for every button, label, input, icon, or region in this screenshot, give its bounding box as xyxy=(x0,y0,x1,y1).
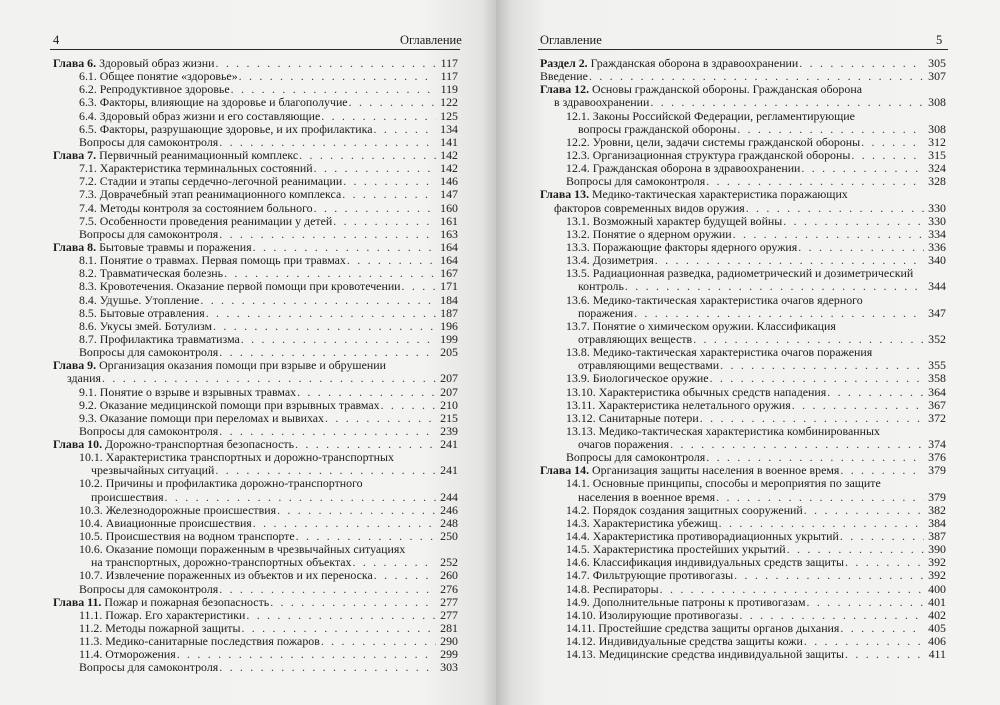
dot-leader xyxy=(348,96,436,109)
page-number: 5 xyxy=(936,33,943,47)
toc-page-number: 241 xyxy=(440,463,458,478)
toc-entry-text: 13.4. Дозиметрия xyxy=(566,253,654,268)
toc-page-number: 387 xyxy=(928,529,946,544)
dot-leader xyxy=(860,136,924,149)
toc-entry-text: 12.3. Организационная структура гражданской обороны xyxy=(566,147,851,162)
toc-entry-text: Вопросы для самоконтроля xyxy=(566,450,706,465)
toc-entry-text: очагов поражения xyxy=(578,437,670,452)
toc-entry-text: в здравоохранении xyxy=(554,95,650,110)
dot-leader xyxy=(805,596,924,609)
right-page xyxy=(496,0,1000,705)
toc-page-number: 392 xyxy=(928,555,946,570)
toc-entry-text: Вопросы для самоконтроля xyxy=(79,345,219,360)
header-rule xyxy=(538,49,948,50)
toc-entry-label: Глава 11. xyxy=(53,594,102,609)
toc-page-number: 147 xyxy=(440,187,458,202)
toc-entry-text: Организация защиты населения в военное время xyxy=(592,463,840,478)
dot-leader xyxy=(332,215,436,228)
dot-leader xyxy=(245,609,436,622)
toc-entry-text: 14.9. Дополнительные патроны к противогазам xyxy=(566,594,806,609)
toc-entry-text: 7.4. Методы контроля за состоянием больного xyxy=(79,200,313,215)
toc-entry-text: 12.2. Уровни, цели, задачи системы гражданской обороны xyxy=(566,134,861,149)
toc-entry-text: 8.6. Укусы змей. Ботулизм xyxy=(79,318,213,333)
dot-leader xyxy=(276,504,436,517)
dot-leader xyxy=(212,320,436,333)
toc-entry-text: Организация оказания помощи при взрыве и обрушении xyxy=(99,358,386,373)
toc-entry-text: Здоровый образ жизни xyxy=(99,55,215,70)
toc-entry-text: факторов современных видов оружия xyxy=(554,200,745,215)
toc-entry-text: 6.5. Факторы, разрушающие здоровье, и их профилактика xyxy=(79,121,373,136)
toc-page-number: 241 xyxy=(440,437,458,452)
toc-entry-label: Глава 7. xyxy=(53,147,97,162)
toc-entry-text: 14.4. Характеристика противорадиационных укрытий xyxy=(566,529,839,544)
dot-leader xyxy=(733,569,924,582)
toc-entry-text: 14.6. Классификация индивидуальных средств защиты xyxy=(566,555,845,570)
toc-entry-text: 10.4. Авиационные происшествия xyxy=(79,515,252,530)
dot-leader xyxy=(797,241,924,254)
toc-entry-text: Гражданская оборона в здравоохранении xyxy=(590,55,799,70)
toc-entry-text: Медико-тактическая характеристика поражающих xyxy=(592,187,848,202)
dot-leader xyxy=(826,386,924,399)
toc-page-number: 125 xyxy=(440,108,458,123)
toc-page-number: 376 xyxy=(928,450,946,465)
toc-page-number: 355 xyxy=(928,358,946,373)
toc-page-number: 207 xyxy=(440,384,458,399)
dot-leader xyxy=(240,333,436,346)
toc-entry-text: 13.12. Санитарные потери xyxy=(566,410,699,425)
toc-entry-title xyxy=(566,648,844,661)
toc-entry-text: здания xyxy=(67,371,102,386)
dot-leader xyxy=(791,399,924,412)
toc-page-number: 244 xyxy=(440,489,458,504)
toc-entry xyxy=(540,648,946,661)
left-page xyxy=(0,0,496,705)
toc-entry-text: 13.3. Поражающие факторы ядерного оружия xyxy=(566,239,798,254)
toc-page-number: 364 xyxy=(928,384,946,399)
toc-entry-text: 13.10. Характеристика обычных средств нападения xyxy=(566,384,827,399)
running-head: Оглавление xyxy=(540,33,602,47)
toc-page-number: 260 xyxy=(440,568,458,583)
toc-page-number: 379 xyxy=(928,463,946,478)
toc-page-number: 308 xyxy=(928,121,946,136)
dot-leader xyxy=(798,57,924,70)
toc-entry-text: 13.7. Понятие о химическом оружии. Классификация xyxy=(566,318,836,333)
toc-page-number: 119 xyxy=(440,82,458,97)
toc-page-number: 196 xyxy=(440,318,458,333)
toc-page-number: 117 xyxy=(440,69,458,84)
toc-page-number: 187 xyxy=(440,305,458,320)
toc-page-number: 324 xyxy=(928,161,946,176)
toc-entry-text: 13.1. Возможный характер будущей войны xyxy=(566,213,783,228)
toc-page-number: 374 xyxy=(928,437,946,452)
toc-entry-text: 13.8. Медико-тактическая характеристика очагов поражения xyxy=(566,345,873,360)
toc-page-number: 290 xyxy=(440,634,458,649)
dot-leader xyxy=(844,556,924,569)
toc-entry-text: 14.2. Порядок создания защитных сооружений xyxy=(566,502,803,517)
toc-entry-label: Глава 8. xyxy=(53,239,97,254)
toc-page-number: 392 xyxy=(928,568,946,583)
toc-page-number: 400 xyxy=(928,581,946,596)
dot-leader xyxy=(380,399,436,412)
toc-page-number: 276 xyxy=(440,581,458,596)
toc-entry-text: 14.12. Индивидуальные средства защиты кожи xyxy=(566,634,803,649)
toc-page-number: 142 xyxy=(440,161,458,176)
toc-entry-text: 14.13. Медицинские средства индивидуальной защиты xyxy=(566,647,845,662)
dot-leader xyxy=(298,149,436,162)
dot-leader xyxy=(839,530,924,543)
toc-page-number: 358 xyxy=(928,371,946,386)
toc-entry-text: 8.5. Бытовые отравления xyxy=(79,305,205,320)
dot-leader xyxy=(342,175,436,188)
dot-leader xyxy=(800,162,924,175)
toc-entry-text: Введение xyxy=(540,69,588,84)
toc-page-number: 164 xyxy=(440,253,458,268)
toc-entry-text: 14.1. Основные принципы, способы и мероприятия по защите xyxy=(566,476,881,491)
toc-page-number: 405 xyxy=(928,621,946,636)
dot-leader xyxy=(214,57,436,70)
toc-entry-label: Глава 12. xyxy=(540,82,590,97)
dot-leader xyxy=(346,254,436,267)
toc-page-number: 330 xyxy=(928,200,946,215)
toc-page-number: 352 xyxy=(928,331,946,346)
toc-entry-text: Первичный реанимационный комплекс xyxy=(99,147,299,162)
toc-entry-label: Глава 10. xyxy=(53,437,103,452)
dot-leader xyxy=(669,438,924,451)
toc-page-number: 372 xyxy=(928,410,946,425)
toc-page-number: 281 xyxy=(440,621,458,636)
toc-entry xyxy=(53,661,458,674)
toc-page-number: 336 xyxy=(928,239,946,254)
toc-page-number: 252 xyxy=(440,555,458,570)
toc-entry-text: 12.1. Законы Российской Федерации, регламентирующие xyxy=(566,108,855,123)
toc-page-number: 142 xyxy=(440,147,458,162)
toc-page-number: 210 xyxy=(440,397,458,412)
toc-entry-text: 7.1. Характеристика терминальных состояний xyxy=(79,161,313,176)
toc-entry-text: 11.3. Медико-санитарные последствия пожаров xyxy=(79,634,320,649)
toc-page-number: 406 xyxy=(928,634,946,649)
toc-page-number: 184 xyxy=(440,292,458,307)
dot-leader xyxy=(844,648,924,661)
dot-leader xyxy=(205,307,436,320)
dot-leader xyxy=(269,596,436,609)
toc-entry-text: отравляющими веществами xyxy=(578,358,720,373)
toc-entry-text: 10.7. Извлечение пораженных из объектов и их переноска xyxy=(79,568,373,583)
toc-page-number: 347 xyxy=(928,305,946,320)
toc-entry-text: Основы гражданской обороны. Гражданская оборона xyxy=(592,82,862,97)
toc-entry-text: отравляющих веществ xyxy=(578,331,693,346)
toc-entry-text: 9.3. Оказание помощи при переломах и вывихах xyxy=(79,410,324,425)
toc-page-number: 205 xyxy=(440,345,458,360)
dot-leader xyxy=(782,215,924,228)
toc-page-number: 250 xyxy=(440,529,458,544)
toc-entry-text: происшествия xyxy=(91,489,164,504)
dot-leader xyxy=(850,149,924,162)
toc-list xyxy=(53,57,458,675)
toc-entry-text: 9.2. Оказание медицинской помощи при взрывных травмах xyxy=(79,397,380,412)
toc-entry-text: 8.3. Кровотечения. Оказание первой помощи при кровотечении xyxy=(79,279,401,294)
dot-leader xyxy=(238,70,436,83)
toc-entry-text: 10.2. Причины и профилактика дорожно-транспортного xyxy=(79,476,363,491)
toc-page-number: 344 xyxy=(928,279,946,294)
toc-page-number: 305 xyxy=(928,55,946,70)
toc-page-number: 134 xyxy=(440,121,458,136)
toc-entry-text: Вопросы для самоконтроля xyxy=(79,581,219,596)
toc-entry-text: поражения xyxy=(578,305,634,320)
toc-page-number: 117 xyxy=(440,55,458,70)
toc-entry-text: Дорожно-транспортная безопасность xyxy=(105,437,295,452)
toc-page-number: 171 xyxy=(440,279,458,294)
toc-entry-label: Глава 9. xyxy=(53,358,97,373)
toc-page-number: 248 xyxy=(440,515,458,530)
toc-entry-text: 13.9. Биологическое оружие xyxy=(566,371,709,386)
toc-entry-title xyxy=(79,661,218,674)
toc-entry-text: Вопросы для самоконтроля xyxy=(79,226,219,241)
toc-entry-text: 8.2. Травматическая болезнь xyxy=(79,266,224,281)
toc-page-number: 340 xyxy=(928,253,946,268)
toc-entry-label: Раздел 2. xyxy=(540,55,588,70)
toc-entry-text: 6.1. Общее понятие «здоровье» xyxy=(79,69,238,84)
toc-entry-text: 14.3. Характеристика убежищ xyxy=(566,515,718,530)
dot-leader xyxy=(320,635,436,648)
toc-page-number: 384 xyxy=(928,515,946,530)
toc-entry-text: 6.3. Факторы, влияющие на здоровье и благополучие xyxy=(79,95,348,110)
toc-entry-text: 13.2. Понятие о ядерном оружии xyxy=(566,226,732,241)
toc-entry-text: 13.13. Медико-тактическая характеристика комбинированных xyxy=(566,423,880,438)
toc-entry-text: Вопросы для самоконтроля xyxy=(566,174,706,189)
toc-page-number: 303 xyxy=(440,660,458,675)
toc-entry-text: 14.5. Характеристика простейших укрытий xyxy=(566,542,786,557)
toc-page-number: 199 xyxy=(440,331,458,346)
toc-entry-text: 8.4. Удушье. Утопление xyxy=(79,292,200,307)
toc-page-number: 277 xyxy=(440,607,458,622)
toc-page-number: 164 xyxy=(440,239,458,254)
dot-leader xyxy=(839,622,924,635)
toc-entry-text: 8.7. Профилактика травматизма xyxy=(79,331,240,346)
toc-entry-label: Глава 14. xyxy=(540,463,590,478)
toc-page-number: 402 xyxy=(928,607,946,622)
toc-entry-text: контроль xyxy=(578,279,624,294)
toc-entry-text: 13.11. Характеристика нелетального оружия xyxy=(566,397,791,412)
toc-entry-text: 10.3. Железнодорожные происшествия xyxy=(79,502,277,517)
running-head: Оглавление xyxy=(400,33,462,47)
toc-entry-text: 6.4. Здоровый образ жизни и его составляющие xyxy=(79,108,321,123)
toc-entry-text: 9.1. Понятие о взрыве и взрывных травмах xyxy=(79,384,297,399)
toc-page-number: 146 xyxy=(440,174,458,189)
toc-list xyxy=(540,57,946,661)
toc-page-number: 330 xyxy=(928,213,946,228)
toc-page-number: 315 xyxy=(928,147,946,162)
toc-page-number: 328 xyxy=(928,174,946,189)
toc-entry-text: 7.3. Доврачебный этап реанимационного комплекса xyxy=(79,187,342,202)
toc-entry-text: чрезвычайных ситуаций xyxy=(91,463,215,478)
toc-page-number: 299 xyxy=(440,647,458,662)
toc-entry-text: 14.7. Фильтрующие противогазы xyxy=(566,568,734,583)
toc-entry-text: 13.6. Медико-тактическая характеристика очагов ядерного xyxy=(566,292,863,307)
toc-page-number: 308 xyxy=(928,95,946,110)
page-number: 4 xyxy=(53,33,60,47)
toc-entry-text: 11.1. Пожар. Его характеристики xyxy=(79,607,246,622)
toc-page-number: 167 xyxy=(440,266,458,281)
toc-entry-text: 10.1. Характеристика транспортных и дорожно-транспортных xyxy=(79,450,394,465)
toc-entry-text: Вопросы для самоконтроля xyxy=(79,134,219,149)
toc-page-number: 239 xyxy=(440,423,458,438)
toc-entry-text: 14.10. Изолирующие противогазы xyxy=(566,607,739,622)
toc-entry-label: Глава 6. xyxy=(53,55,97,70)
dot-leader xyxy=(401,280,436,293)
toc-page-number: 207 xyxy=(440,371,458,386)
toc-entry-text: 6.2. Репродуктивное здоровье xyxy=(79,82,230,97)
toc-entry xyxy=(540,57,946,70)
header-rule xyxy=(50,49,460,50)
toc-page-number: 246 xyxy=(440,502,458,517)
dot-leader xyxy=(218,661,436,674)
toc-entry-text: Бытовые травмы и поражения xyxy=(99,239,252,254)
toc-entry-text: 14.11. Простейшие средства защиты органов дыхания xyxy=(566,621,840,636)
dot-leader xyxy=(199,294,436,307)
toc-page-number: 141 xyxy=(440,134,458,149)
toc-page-number: 160 xyxy=(440,200,458,215)
toc-entry-text: Вопросы для самоконтроля xyxy=(79,423,219,438)
toc-page-number: 382 xyxy=(928,502,946,517)
toc-page-number: 277 xyxy=(440,594,458,609)
dot-leader xyxy=(341,188,436,201)
toc-entry-title xyxy=(53,359,386,372)
toc-page-number: 307 xyxy=(928,69,946,84)
toc-page-number: 401 xyxy=(928,594,946,609)
toc-entry-text: населения в военное время xyxy=(578,489,716,504)
toc-page-number: 390 xyxy=(928,542,946,557)
toc-page-number: 312 xyxy=(928,134,946,149)
toc-entry-text: 13.5. Радиационная разведка, радиометрический и дозиметрический xyxy=(566,266,914,281)
toc-entry-label: Глава 13. xyxy=(540,187,590,202)
toc-entry-text: 7.2. Стадии и этапы сердечно-легочной реанимации xyxy=(79,174,343,189)
toc-entry-text: 11.2. Методы пожарной защиты xyxy=(79,621,241,636)
toc-page-number: 379 xyxy=(928,489,946,504)
toc-page-number: 215 xyxy=(440,410,458,425)
toc-entry-text: вопросы гражданской обороны xyxy=(578,121,737,136)
toc-entry-text: 14.8. Респираторы xyxy=(566,581,659,596)
toc-page-number: 122 xyxy=(440,95,458,110)
toc-entry-text: 12.4. Гражданская оборона в здравоохранении xyxy=(566,161,801,176)
toc-entry-text: 11.4. Отморожения xyxy=(79,647,176,662)
toc-entry-text: 8.1. Понятие о травмах. Первая помощь при травмах xyxy=(79,253,346,268)
dot-leader xyxy=(719,359,924,372)
dot-leader xyxy=(373,123,436,136)
toc-entry-text: 10.6. Оказание помощи пораженным в чрезвычайных ситуациях xyxy=(79,542,406,557)
toc-page-number: 334 xyxy=(928,226,946,241)
dot-leader xyxy=(373,569,436,582)
toc-entry-text: 10.5. Происшествия на водном транспорте xyxy=(79,529,295,544)
toc-entry-text: Пожар и пожарная безопасность xyxy=(104,594,270,609)
toc-page-number: 163 xyxy=(440,226,458,241)
toc-page-number: 161 xyxy=(440,213,458,228)
toc-page-number: 367 xyxy=(928,397,946,412)
toc-page-number: 411 xyxy=(928,647,946,662)
dot-leader xyxy=(803,504,924,517)
dot-leader xyxy=(324,412,436,425)
toc-entry-text: на транспортных, дорожно-транспортных объектах xyxy=(91,555,352,570)
toc-entry xyxy=(53,359,458,372)
toc-entry-text: Вопросы для самоконтроля xyxy=(79,660,219,675)
toc-entry-text: 7.5. Особенности проведения реанимации у детей xyxy=(79,213,333,228)
